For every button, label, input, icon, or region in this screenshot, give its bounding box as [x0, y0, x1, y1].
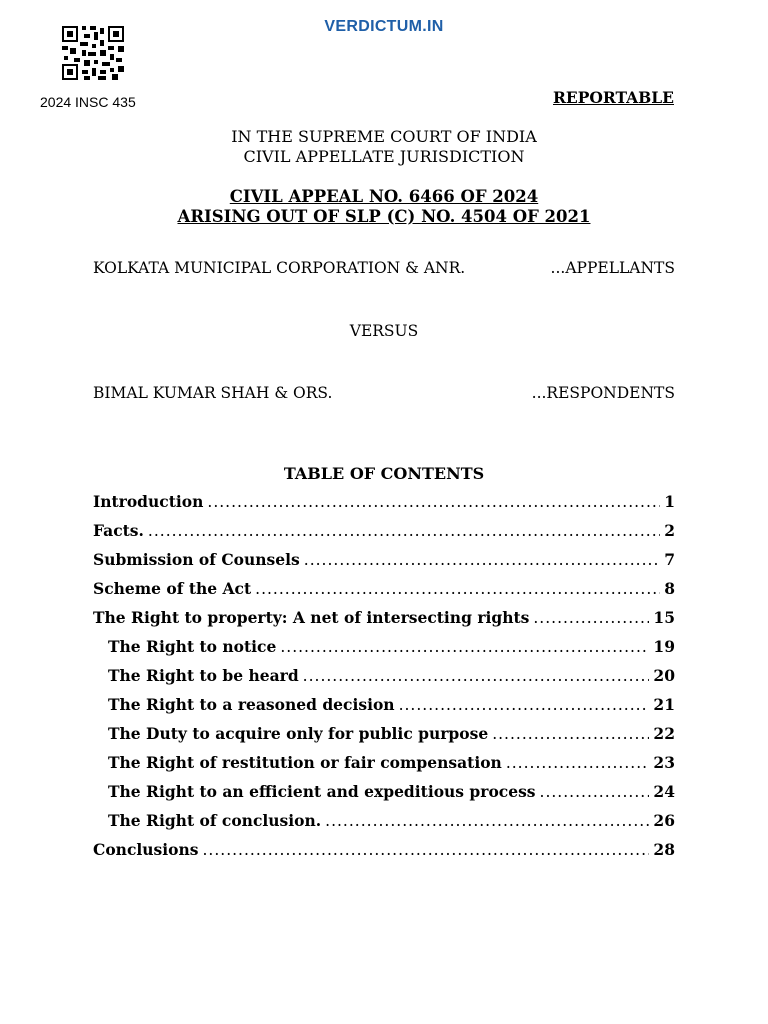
toc-leader: [303, 667, 650, 685]
appellant-role: ...APPELLANTS: [550, 259, 675, 277]
site-watermark: VERDICTUM.IN: [324, 18, 444, 35]
toc-entry-title: Facts.: [93, 521, 144, 540]
toc-entry-title: Scheme of the Act: [93, 579, 252, 598]
versus-label: VERSUS: [349, 322, 419, 340]
toc-entry-right-to-notice[interactable]: [93, 637, 675, 666]
toc-entry-page: 22: [653, 724, 675, 743]
toc-entry-submission[interactable]: [93, 550, 675, 579]
toc-entry-title: The Right to property: A net of intersecting rights: [93, 608, 530, 627]
court-name: IN THE SUPREME COURT OF INDIA: [231, 127, 537, 146]
toc-entry-efficient-process[interactable]: [93, 782, 675, 811]
toc-entry-page: 1: [664, 492, 675, 511]
toc-entry-page: 15: [653, 608, 675, 627]
toc-entry-conclusions[interactable]: [93, 840, 675, 869]
respondent-name: BIMAL KUMAR SHAH & ORS.: [93, 384, 333, 402]
toc-entry-right-of-conclusion[interactable]: [93, 811, 675, 840]
table-of-contents: [93, 492, 675, 869]
case-heading: [0, 187, 768, 227]
toc-entry-title: Introduction: [93, 492, 204, 511]
toc-entry-facts[interactable]: [93, 521, 675, 550]
toc-entry-page: 24: [653, 782, 675, 801]
toc-leader: [492, 725, 649, 743]
toc-entry-page: 23: [653, 753, 675, 772]
toc-leader: [540, 783, 650, 801]
toc-leader: [399, 696, 650, 714]
toc-entry-title: The Right to an efficient and expeditious process: [108, 782, 536, 801]
toc-entry-page: 2: [664, 521, 675, 540]
slp-number: ARISING OUT OF SLP (C) NO. 4504 OF 2021: [177, 207, 591, 226]
toc-leader: [506, 754, 650, 772]
appellant-row: [93, 259, 675, 277]
respondent-row: [93, 384, 675, 402]
qr-code-icon: [60, 24, 126, 82]
toc-entry-restitution[interactable]: [93, 753, 675, 782]
toc-entry-page: 21: [653, 695, 675, 714]
toc-entry-title: The Right of conclusion.: [108, 811, 322, 830]
toc-entry-title: Submission of Counsels: [93, 550, 300, 569]
toc-leader: [280, 638, 649, 656]
toc-entry-title: Conclusions: [93, 840, 199, 859]
toc-entry-page: 20: [653, 666, 675, 685]
court-heading: [0, 127, 768, 167]
toc-entry-title: The Right to be heard: [108, 666, 299, 685]
toc-entry-reasoned-decision[interactable]: [93, 695, 675, 724]
toc-entry-right-to-property[interactable]: [93, 608, 675, 637]
toc-entry-page: 8: [664, 579, 675, 598]
toc-leader: [148, 522, 660, 540]
toc-entry-page: 7: [664, 550, 675, 569]
neutral-citation: 2024 INSC 435: [40, 94, 136, 110]
court-jurisdiction: CIVIL APPELLATE JURISDICTION: [243, 147, 525, 166]
toc-entry-page: 26: [653, 811, 675, 830]
toc-leader: [255, 580, 660, 598]
toc-leader: [207, 493, 660, 511]
toc-entry-page: 28: [653, 840, 675, 859]
toc-entry-scheme[interactable]: [93, 579, 675, 608]
toc-leader: [533, 609, 649, 627]
respondent-role: ...RESPONDENTS: [531, 384, 675, 402]
toc-leader: [203, 841, 650, 859]
reportable-label: REPORTABLE: [553, 88, 674, 107]
toc-entry-public-purpose[interactable]: [93, 724, 675, 753]
toc-entry-page: 19: [653, 637, 675, 656]
toc-entry-title: The Right to notice: [108, 637, 277, 656]
toc-entry-title: The Right to a reasoned decision: [108, 695, 395, 714]
toc-entry-title: The Right of restitution or fair compensation: [108, 753, 502, 772]
case-number: CIVIL APPEAL NO. 6466 OF 2024: [229, 187, 539, 206]
toc-title: TABLE OF CONTENTS: [283, 464, 485, 483]
toc-entry-right-to-be-heard[interactable]: [93, 666, 675, 695]
appellant-name: KOLKATA MUNICIPAL CORPORATION & ANR.: [93, 259, 466, 277]
toc-leader: [304, 551, 660, 569]
toc-entry-title: The Duty to acquire only for public purpose: [108, 724, 489, 743]
toc-leader: [325, 812, 649, 830]
toc-entry-introduction[interactable]: [93, 492, 675, 521]
